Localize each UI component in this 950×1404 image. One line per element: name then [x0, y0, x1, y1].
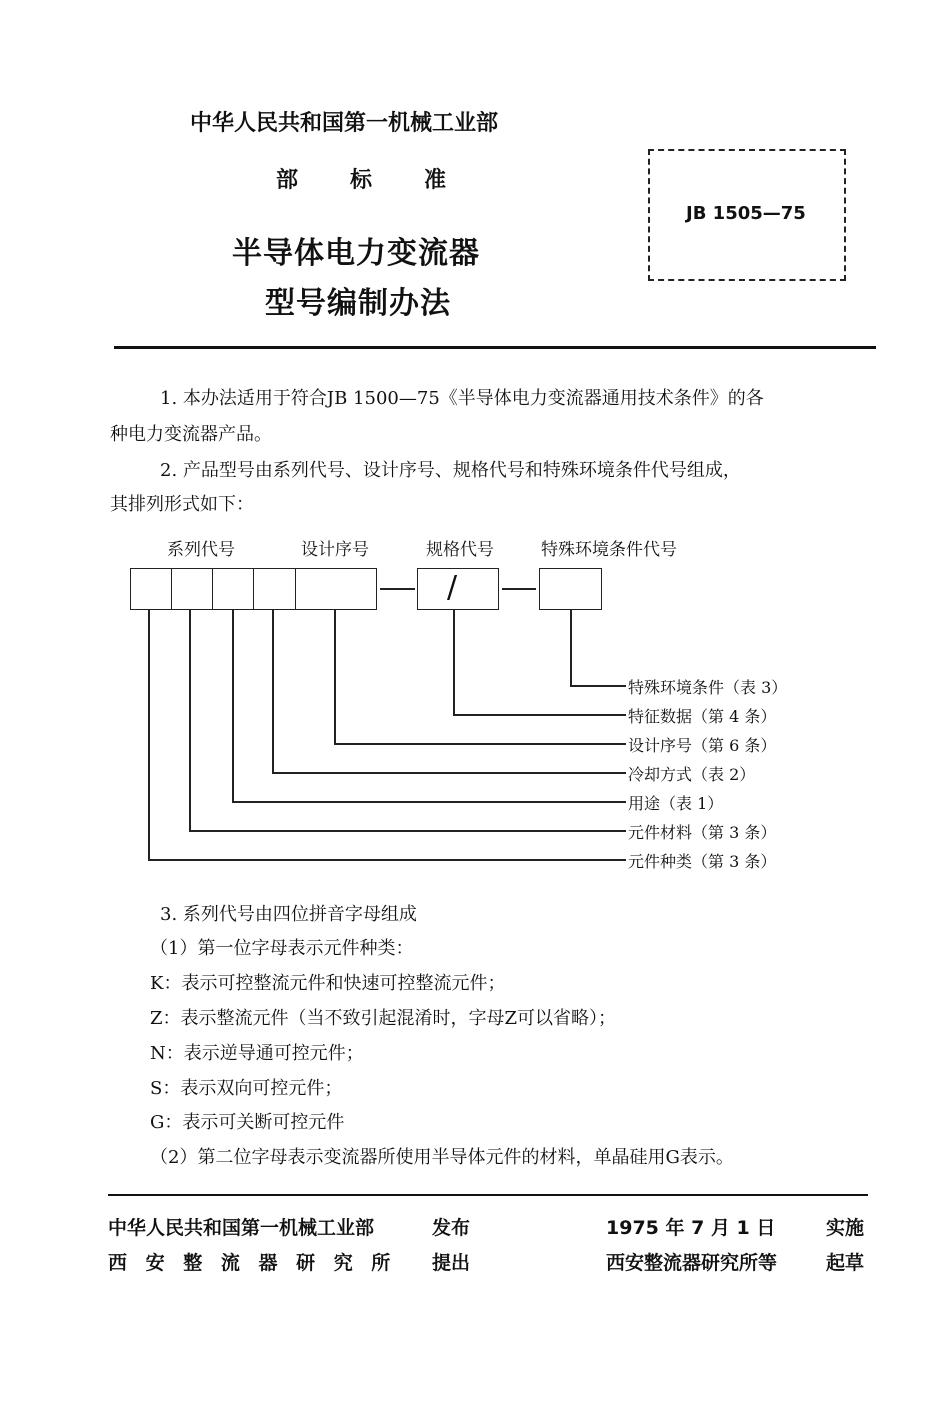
- connector-v-7: [570, 610, 572, 685]
- section3-item-z: Z：表示整流元件（当不致引起混淆时，字母Z可以省略）；: [150, 1008, 617, 1029]
- footer-proposer: 西 安 整 流 器 研 究 所: [108, 1252, 397, 1274]
- dash-2: [502, 588, 536, 590]
- section3-item-n: N：表示逆导通可控元件；: [150, 1043, 364, 1064]
- legend-special-env: 特殊环境条件（表 3）: [628, 678, 788, 697]
- series-box-3: [212, 568, 254, 610]
- section3-item-k: K：表示可控整流元件和快速可控整流元件；: [150, 973, 506, 994]
- legend-design-number: 设计序号（第 6 条）: [628, 736, 777, 755]
- design-number-box: [295, 568, 377, 610]
- connector-h-6: [189, 830, 626, 832]
- connector-v-2: [189, 610, 191, 830]
- footer-drafter: 西安整流器研究所等: [606, 1252, 778, 1274]
- footer-publish-label: 发布: [432, 1217, 471, 1239]
- special-env-box: [539, 568, 602, 610]
- footer-publisher: 中华人民共和国第一机械工业部: [108, 1217, 375, 1239]
- standard-code: JB 1505—75: [686, 203, 806, 224]
- connector-h-7: [148, 859, 626, 861]
- footer-implement-label: 实施: [826, 1217, 865, 1239]
- footer-propose-label: 提出: [432, 1252, 471, 1274]
- connector-h-3: [334, 743, 626, 745]
- std-char-1: 部: [276, 168, 299, 193]
- section3-heading: 3. 系列代号由四位拼音字母组成: [160, 904, 417, 925]
- spec-code-box: [417, 568, 499, 610]
- section3-sub2: （2）第二位字母表示变流器所使用半导体元件的材料，单晶硅用G表示。: [150, 1147, 734, 1168]
- legend-usage: 用途（表 1）: [628, 794, 724, 813]
- connector-h-2: [453, 714, 626, 716]
- series-box-2: [171, 568, 213, 610]
- doc-title-line1: 半导体电力变流器: [232, 236, 480, 271]
- connector-v-5: [334, 610, 336, 743]
- para2-line2: 其排列形式如下：: [110, 494, 254, 515]
- connector-v-1: [148, 610, 150, 859]
- label-series-code: 系列代号: [167, 540, 235, 560]
- footer-draft-label: 起草: [826, 1252, 865, 1274]
- section3-item-g: G：表示可关断可控元件: [150, 1112, 345, 1133]
- series-box-1: [130, 568, 172, 610]
- std-char-2: 标: [350, 168, 373, 193]
- legend-feature-data: 特征数据（第 4 条）: [628, 707, 777, 726]
- para2-line1: 2. 产品型号由系列代号、设计序号、规格代号和特殊环境条件代号组成，: [160, 460, 741, 481]
- connector-v-4: [272, 610, 274, 772]
- section3-sub1: （1）第一位字母表示元件种类：: [150, 938, 414, 959]
- legend-element-material: 元件材料（第 3 条）: [628, 823, 777, 842]
- para1-line2: 种电力变流器产品。: [110, 424, 272, 445]
- connector-h-5: [232, 801, 626, 803]
- connector-h-4: [272, 772, 626, 774]
- ministry-title: 中华人民共和国第一机械工业部: [190, 111, 499, 136]
- label-special-env-code: 特殊环境条件代号: [541, 540, 677, 560]
- legend-cooling-method: 冷却方式（表 2）: [628, 765, 756, 784]
- std-char-3: 准: [424, 168, 447, 193]
- spec-slash: /: [447, 570, 458, 605]
- connector-v-3: [232, 610, 234, 801]
- connector-v-6: [453, 610, 455, 714]
- dash-1: [380, 588, 415, 590]
- section3-item-s: S：表示双向可控元件；: [150, 1078, 343, 1099]
- label-design-number: 设计序号: [301, 540, 369, 560]
- connector-h-1: [570, 685, 626, 687]
- footer-rule: [108, 1194, 868, 1196]
- label-spec-code: 规格代号: [426, 540, 494, 560]
- doc-title-line2: 型号编制办法: [265, 286, 451, 321]
- para1-line1: 1. 本办法适用于符合JB 1500—75《半导体电力变流器通用技术条件》的各: [160, 388, 764, 409]
- header-rule: [114, 346, 876, 349]
- series-box-4: [253, 568, 296, 610]
- legend-element-type: 元件种类（第 3 条）: [628, 852, 777, 871]
- footer-date: 1975 年 7 月 1 日: [606, 1217, 776, 1239]
